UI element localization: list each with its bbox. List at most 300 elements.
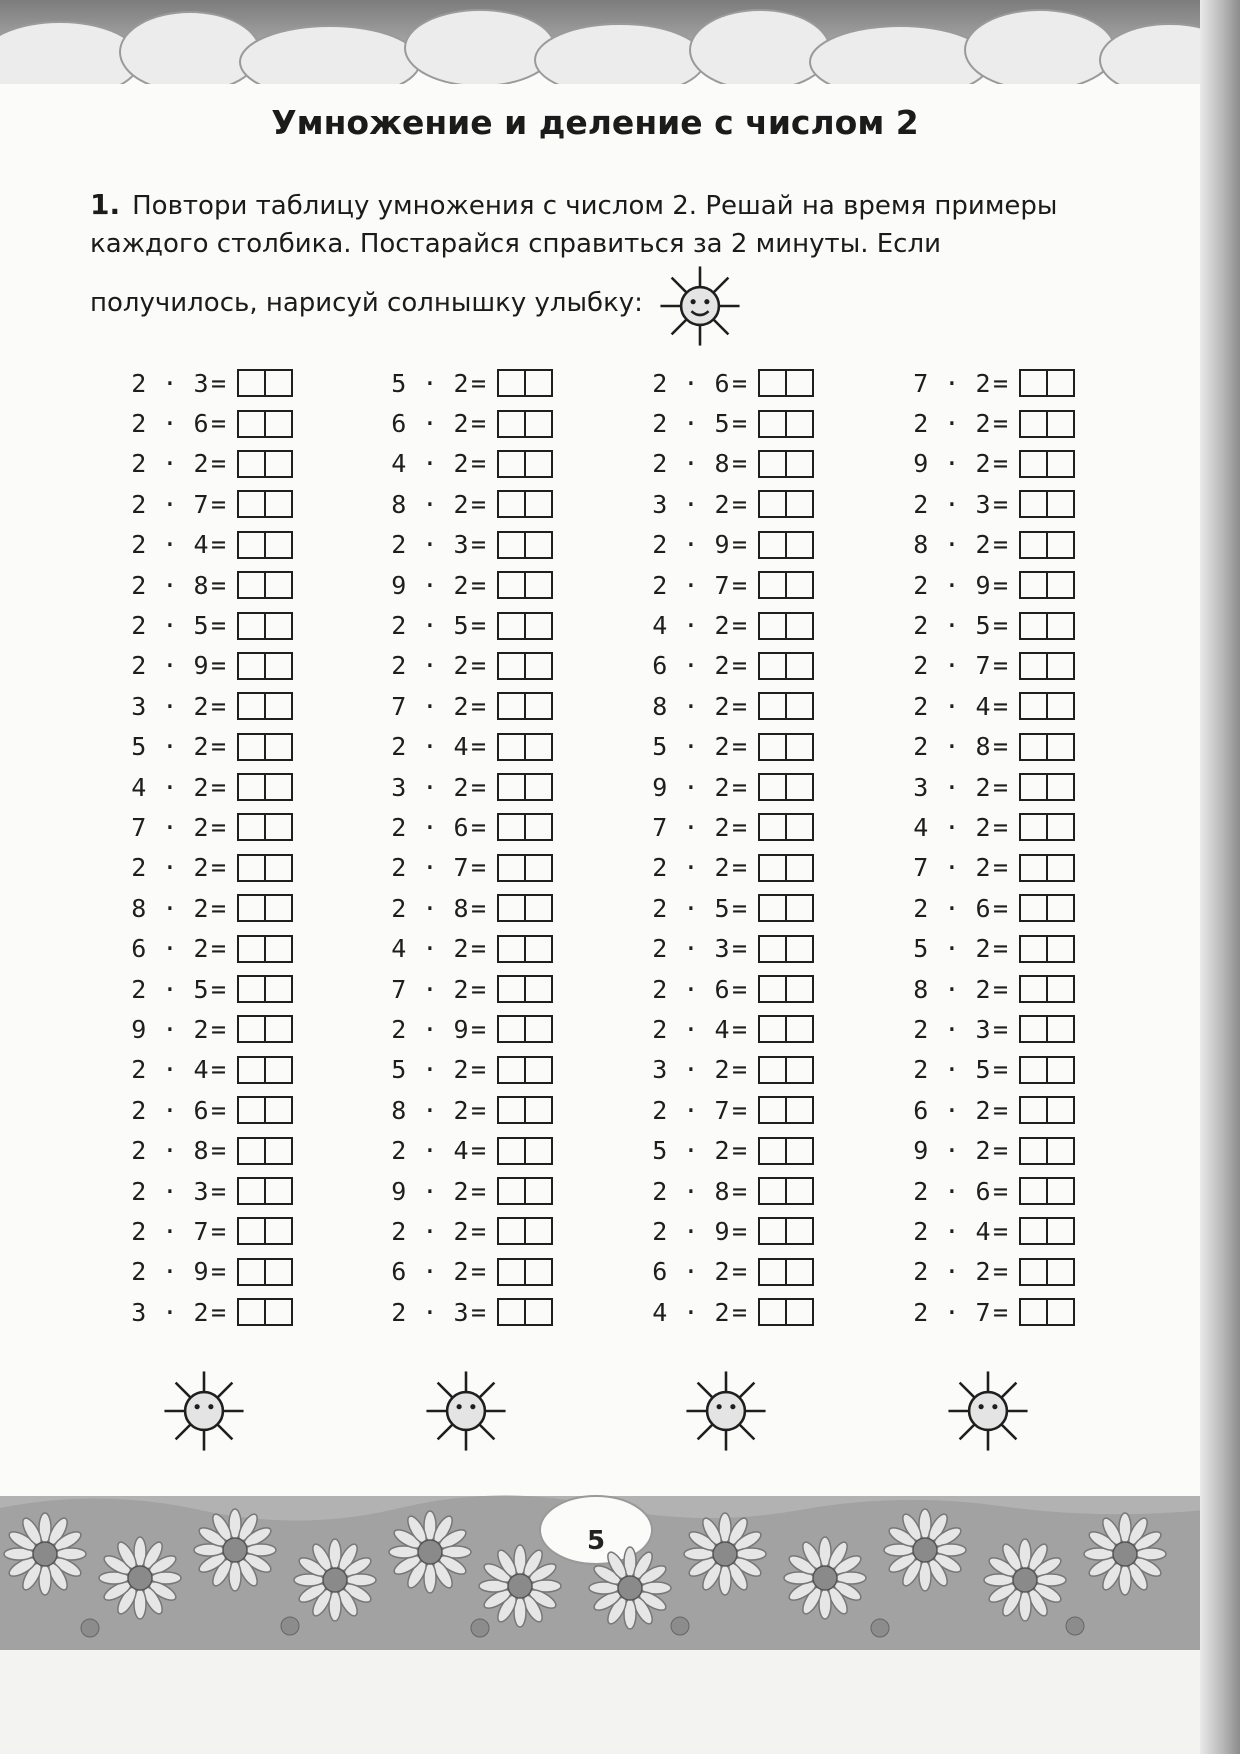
- answer-box[interactable]: [497, 733, 553, 761]
- answer-digit-cell[interactable]: [499, 856, 524, 880]
- answer-box[interactable]: [237, 450, 293, 478]
- answer-digit-cell[interactable]: [264, 1058, 291, 1082]
- answer-digit-cell[interactable]: [264, 1219, 291, 1243]
- answer-digit-cell[interactable]: [760, 1219, 785, 1243]
- answer-box[interactable]: [758, 733, 814, 761]
- answer-digit-cell[interactable]: [1046, 694, 1073, 718]
- answer-digit-cell[interactable]: [760, 1260, 785, 1284]
- answer-digit-cell[interactable]: [785, 1017, 812, 1041]
- answer-digit-cell[interactable]: [760, 977, 785, 1001]
- answer-digit-cell[interactable]: [1046, 492, 1073, 516]
- answer-digit-cell[interactable]: [239, 1017, 264, 1041]
- answer-box[interactable]: [237, 692, 293, 720]
- answer-box[interactable]: [758, 854, 814, 882]
- answer-digit-cell[interactable]: [524, 573, 551, 597]
- answer-box[interactable]: [1019, 1096, 1075, 1124]
- answer-box[interactable]: [1019, 652, 1075, 680]
- answer-box[interactable]: [1019, 1177, 1075, 1205]
- answer-digit-cell[interactable]: [499, 1300, 524, 1324]
- answer-box[interactable]: [497, 1096, 553, 1124]
- answer-digit-cell[interactable]: [760, 371, 785, 395]
- answer-digit-cell[interactable]: [1046, 1017, 1073, 1041]
- sun-face-icon[interactable]: [423, 1368, 509, 1454]
- answer-digit-cell[interactable]: [264, 977, 291, 1001]
- answer-digit-cell[interactable]: [1021, 412, 1046, 436]
- answer-digit-cell[interactable]: [524, 452, 551, 476]
- answer-digit-cell[interactable]: [760, 1300, 785, 1324]
- answer-box[interactable]: [497, 410, 553, 438]
- answer-box[interactable]: [758, 450, 814, 478]
- answer-digit-cell[interactable]: [524, 1098, 551, 1122]
- sun-face-icon[interactable]: [683, 1368, 769, 1454]
- answer-box[interactable]: [1019, 410, 1075, 438]
- answer-digit-cell[interactable]: [785, 1260, 812, 1284]
- answer-digit-cell[interactable]: [1046, 573, 1073, 597]
- answer-digit-cell[interactable]: [239, 937, 264, 961]
- answer-box[interactable]: [237, 1177, 293, 1205]
- answer-box[interactable]: [497, 1217, 553, 1245]
- problem-row: [375, 1211, 555, 1251]
- answer-digit-cell[interactable]: [785, 977, 812, 1001]
- answer-box[interactable]: [758, 369, 814, 397]
- answer-digit-cell[interactable]: [1046, 937, 1073, 961]
- answer-digit-cell[interactable]: [1021, 371, 1046, 395]
- problem-expression: 4 · 2: [652, 611, 730, 641]
- answer-box[interactable]: [237, 975, 293, 1003]
- answer-digit-cell[interactable]: [524, 654, 551, 678]
- answer-digit-cell[interactable]: [1021, 896, 1046, 920]
- answer-digit-cell[interactable]: [524, 492, 551, 516]
- answer-digit-cell[interactable]: [1046, 977, 1073, 1001]
- answer-digit-cell[interactable]: [524, 775, 551, 799]
- answer-digit-cell[interactable]: [1046, 856, 1073, 880]
- answer-box[interactable]: [758, 1096, 814, 1124]
- answer-digit-cell[interactable]: [264, 694, 291, 718]
- answer-digit-cell[interactable]: [264, 452, 291, 476]
- answer-digit-cell[interactable]: [264, 896, 291, 920]
- answer-digit-cell[interactable]: [785, 815, 812, 839]
- answer-digit-cell[interactable]: [760, 775, 785, 799]
- answer-digit-cell[interactable]: [760, 896, 785, 920]
- answer-digit-cell[interactable]: [524, 533, 551, 557]
- answer-digit-cell[interactable]: [239, 694, 264, 718]
- answer-digit-cell[interactable]: [1021, 452, 1046, 476]
- answer-digit-cell[interactable]: [524, 896, 551, 920]
- answer-digit-cell[interactable]: [264, 533, 291, 557]
- answer-box[interactable]: [237, 652, 293, 680]
- answer-box[interactable]: [1019, 1217, 1075, 1245]
- answer-digit-cell[interactable]: [264, 614, 291, 638]
- answer-box[interactable]: [1019, 531, 1075, 559]
- answer-box[interactable]: [1019, 1258, 1075, 1286]
- answer-digit-cell[interactable]: [524, 1017, 551, 1041]
- answer-digit-cell[interactable]: [264, 937, 291, 961]
- answer-digit-cell[interactable]: [239, 1219, 264, 1243]
- answer-digit-cell[interactable]: [1021, 1017, 1046, 1041]
- answer-digit-cell[interactable]: [239, 654, 264, 678]
- answer-digit-cell[interactable]: [785, 533, 812, 557]
- answer-digit-cell[interactable]: [1046, 735, 1073, 759]
- answer-digit-cell[interactable]: [1046, 815, 1073, 839]
- answer-box[interactable]: [497, 1015, 553, 1043]
- equals-sign: =: [732, 691, 748, 721]
- answer-box[interactable]: [1019, 571, 1075, 599]
- answer-digit-cell[interactable]: [1021, 856, 1046, 880]
- answer-digit-cell[interactable]: [785, 573, 812, 597]
- answer-digit-cell[interactable]: [239, 735, 264, 759]
- answer-box[interactable]: [1019, 854, 1075, 882]
- answer-digit-cell[interactable]: [760, 1058, 785, 1082]
- answer-digit-cell[interactable]: [239, 1139, 264, 1163]
- answer-digit-cell[interactable]: [785, 1098, 812, 1122]
- answer-digit-cell[interactable]: [760, 412, 785, 436]
- answer-digit-cell[interactable]: [760, 937, 785, 961]
- answer-digit-cell[interactable]: [239, 412, 264, 436]
- answer-digit-cell[interactable]: [264, 1139, 291, 1163]
- answer-digit-cell[interactable]: [239, 1260, 264, 1284]
- answer-box[interactable]: [1019, 1298, 1075, 1326]
- answer-digit-cell[interactable]: [785, 1219, 812, 1243]
- answer-digit-cell[interactable]: [1046, 1058, 1073, 1082]
- answer-digit-cell[interactable]: [524, 614, 551, 638]
- answer-digit-cell[interactable]: [1046, 412, 1073, 436]
- answer-box[interactable]: [237, 1298, 293, 1326]
- answer-digit-cell[interactable]: [1046, 533, 1073, 557]
- answer-digit-cell[interactable]: [499, 775, 524, 799]
- answer-digit-cell[interactable]: [264, 371, 291, 395]
- answer-digit-cell[interactable]: [264, 1260, 291, 1284]
- answer-digit-cell[interactable]: [1046, 614, 1073, 638]
- answer-box[interactable]: [758, 894, 814, 922]
- answer-box[interactable]: [497, 612, 553, 640]
- answer-digit-cell[interactable]: [499, 977, 524, 1001]
- answer-digit-cell[interactable]: [239, 573, 264, 597]
- sun-face-icon[interactable]: [161, 1368, 247, 1454]
- problem-expression: 2 · 3: [391, 530, 469, 560]
- answer-digit-cell[interactable]: [1046, 896, 1073, 920]
- answer-digit-cell[interactable]: [1021, 1179, 1046, 1203]
- answer-box[interactable]: [497, 652, 553, 680]
- answer-digit-cell[interactable]: [785, 1139, 812, 1163]
- answer-digit-cell[interactable]: [239, 977, 264, 1001]
- answer-box[interactable]: [1019, 369, 1075, 397]
- answer-box[interactable]: [758, 1258, 814, 1286]
- answer-digit-cell[interactable]: [499, 1098, 524, 1122]
- answer-digit-cell[interactable]: [499, 573, 524, 597]
- answer-box[interactable]: [237, 1258, 293, 1286]
- answer-digit-cell[interactable]: [785, 492, 812, 516]
- answer-digit-cell[interactable]: [499, 896, 524, 920]
- answer-box[interactable]: [237, 369, 293, 397]
- answer-digit-cell[interactable]: [264, 492, 291, 516]
- answer-box[interactable]: [497, 369, 553, 397]
- answer-digit-cell[interactable]: [1046, 1219, 1073, 1243]
- answer-box[interactable]: [497, 1177, 553, 1205]
- answer-digit-cell[interactable]: [239, 1098, 264, 1122]
- answer-digit-cell[interactable]: [1021, 573, 1046, 597]
- answer-digit-cell[interactable]: [524, 1179, 551, 1203]
- answer-box[interactable]: [237, 490, 293, 518]
- answer-digit-cell[interactable]: [499, 533, 524, 557]
- answer-box[interactable]: [497, 1056, 553, 1084]
- answer-digit-cell[interactable]: [239, 856, 264, 880]
- answer-digit-cell[interactable]: [239, 1300, 264, 1324]
- answer-digit-cell[interactable]: [1021, 492, 1046, 516]
- answer-digit-cell[interactable]: [785, 654, 812, 678]
- answer-digit-cell[interactable]: [1021, 977, 1046, 1001]
- answer-digit-cell[interactable]: [1046, 654, 1073, 678]
- answer-digit-cell[interactable]: [264, 735, 291, 759]
- answer-box[interactable]: [497, 773, 553, 801]
- answer-digit-cell[interactable]: [264, 412, 291, 436]
- answer-digit-cell[interactable]: [785, 1179, 812, 1203]
- answer-digit-cell[interactable]: [524, 1260, 551, 1284]
- answer-box[interactable]: [237, 571, 293, 599]
- answer-box[interactable]: [758, 813, 814, 841]
- answer-digit-cell[interactable]: [499, 1179, 524, 1203]
- answer-digit-cell[interactable]: [760, 815, 785, 839]
- answer-box[interactable]: [1019, 612, 1075, 640]
- answer-digit-cell[interactable]: [785, 614, 812, 638]
- answer-digit-cell[interactable]: [1021, 815, 1046, 839]
- answer-box[interactable]: [758, 692, 814, 720]
- answer-digit-cell[interactable]: [1046, 1260, 1073, 1284]
- answer-box[interactable]: [237, 1056, 293, 1084]
- answer-box[interactable]: [497, 531, 553, 559]
- answer-box[interactable]: [758, 935, 814, 963]
- answer-box[interactable]: [1019, 1137, 1075, 1165]
- answer-box[interactable]: [758, 1177, 814, 1205]
- answer-digit-cell[interactable]: [499, 614, 524, 638]
- answer-digit-cell[interactable]: [760, 694, 785, 718]
- answer-digit-cell[interactable]: [264, 1179, 291, 1203]
- answer-digit-cell[interactable]: [499, 937, 524, 961]
- answer-digit-cell[interactable]: [524, 1139, 551, 1163]
- answer-digit-cell[interactable]: [264, 856, 291, 880]
- answer-digit-cell[interactable]: [1046, 775, 1073, 799]
- answer-digit-cell[interactable]: [239, 614, 264, 638]
- answer-digit-cell[interactable]: [524, 371, 551, 395]
- answer-digit-cell[interactable]: [1021, 1219, 1046, 1243]
- answer-digit-cell[interactable]: [524, 856, 551, 880]
- answer-digit-cell[interactable]: [1021, 735, 1046, 759]
- answer-box[interactable]: [758, 410, 814, 438]
- answer-digit-cell[interactable]: [499, 1219, 524, 1243]
- answer-box[interactable]: [758, 1015, 814, 1043]
- answer-box[interactable]: [237, 612, 293, 640]
- answer-digit-cell[interactable]: [785, 371, 812, 395]
- answer-digit-cell[interactable]: [524, 815, 551, 839]
- answer-box[interactable]: [1019, 733, 1075, 761]
- answer-box[interactable]: [1019, 1056, 1075, 1084]
- answer-box[interactable]: [758, 652, 814, 680]
- answer-box[interactable]: [237, 531, 293, 559]
- answer-digit-cell[interactable]: [1021, 1058, 1046, 1082]
- answer-box[interactable]: [237, 1217, 293, 1245]
- answer-digit-cell[interactable]: [760, 492, 785, 516]
- equals-sign: =: [993, 1176, 1009, 1206]
- answer-digit-cell[interactable]: [1021, 775, 1046, 799]
- answer-box[interactable]: [497, 935, 553, 963]
- answer-box[interactable]: [758, 975, 814, 1003]
- answer-box[interactable]: [758, 1137, 814, 1165]
- answer-digit-cell[interactable]: [499, 1058, 524, 1082]
- answer-box[interactable]: [758, 531, 814, 559]
- answer-digit-cell[interactable]: [1046, 371, 1073, 395]
- answer-digit-cell[interactable]: [239, 896, 264, 920]
- answer-digit-cell[interactable]: [1021, 694, 1046, 718]
- answer-digit-cell[interactable]: [1021, 1098, 1046, 1122]
- answer-digit-cell[interactable]: [499, 654, 524, 678]
- answer-box[interactable]: [1019, 450, 1075, 478]
- answer-box[interactable]: [237, 410, 293, 438]
- answer-digit-cell[interactable]: [760, 614, 785, 638]
- answer-digit-cell[interactable]: [785, 937, 812, 961]
- answer-digit-cell[interactable]: [760, 1179, 785, 1203]
- answer-digit-cell[interactable]: [524, 412, 551, 436]
- answer-digit-cell[interactable]: [785, 735, 812, 759]
- answer-digit-cell[interactable]: [239, 1058, 264, 1082]
- answer-digit-cell[interactable]: [1021, 1300, 1046, 1324]
- answer-digit-cell[interactable]: [264, 1098, 291, 1122]
- answer-digit-cell[interactable]: [524, 1219, 551, 1243]
- answer-digit-cell[interactable]: [499, 1139, 524, 1163]
- answer-box[interactable]: [758, 1217, 814, 1245]
- answer-digit-cell[interactable]: [1021, 1139, 1046, 1163]
- answer-box[interactable]: [758, 773, 814, 801]
- answer-box[interactable]: [497, 692, 553, 720]
- answer-digit-cell[interactable]: [1046, 1300, 1073, 1324]
- answer-digit-cell[interactable]: [524, 1300, 551, 1324]
- answer-digit-cell[interactable]: [499, 452, 524, 476]
- answer-digit-cell[interactable]: [1046, 1098, 1073, 1122]
- answer-box[interactable]: [497, 1258, 553, 1286]
- answer-digit-cell[interactable]: [785, 1300, 812, 1324]
- answer-digit-cell[interactable]: [499, 412, 524, 436]
- answer-digit-cell[interactable]: [760, 654, 785, 678]
- answer-digit-cell[interactable]: [499, 1260, 524, 1284]
- answer-digit-cell[interactable]: [239, 775, 264, 799]
- answer-box[interactable]: [1019, 894, 1075, 922]
- answer-box[interactable]: [1019, 813, 1075, 841]
- answer-box[interactable]: [237, 1137, 293, 1165]
- answer-digit-cell[interactable]: [524, 735, 551, 759]
- answer-digit-cell[interactable]: [239, 492, 264, 516]
- answer-box[interactable]: [237, 773, 293, 801]
- answer-box[interactable]: [758, 1056, 814, 1084]
- answer-box[interactable]: [758, 490, 814, 518]
- answer-box[interactable]: [237, 733, 293, 761]
- answer-digit-cell[interactable]: [499, 735, 524, 759]
- answer-digit-cell[interactable]: [760, 735, 785, 759]
- answer-box[interactable]: [758, 612, 814, 640]
- answer-digit-cell[interactable]: [499, 815, 524, 839]
- answer-box[interactable]: [1019, 692, 1075, 720]
- answer-digit-cell[interactable]: [499, 371, 524, 395]
- answer-digit-cell[interactable]: [264, 573, 291, 597]
- answer-digit-cell[interactable]: [785, 896, 812, 920]
- answer-digit-cell[interactable]: [785, 412, 812, 436]
- answer-box[interactable]: [497, 975, 553, 1003]
- answer-digit-cell[interactable]: [524, 977, 551, 1001]
- answer-box[interactable]: [497, 490, 553, 518]
- answer-box[interactable]: [237, 935, 293, 963]
- answer-box[interactable]: [237, 1015, 293, 1043]
- answer-digit-cell[interactable]: [524, 937, 551, 961]
- answer-digit-cell[interactable]: [239, 371, 264, 395]
- answer-digit-cell[interactable]: [1046, 1179, 1073, 1203]
- answer-box[interactable]: [497, 1298, 553, 1326]
- answer-digit-cell[interactable]: [239, 452, 264, 476]
- answer-digit-cell[interactable]: [785, 856, 812, 880]
- answer-digit-cell[interactable]: [1021, 614, 1046, 638]
- answer-digit-cell[interactable]: [239, 533, 264, 557]
- answer-digit-cell[interactable]: [785, 694, 812, 718]
- equals-sign: =: [211, 691, 227, 721]
- answer-digit-cell[interactable]: [264, 1017, 291, 1041]
- answer-digit-cell[interactable]: [524, 694, 551, 718]
- answer-box[interactable]: [1019, 490, 1075, 518]
- answer-digit-cell[interactable]: [760, 1098, 785, 1122]
- problem-expression: 6 · 2: [391, 409, 469, 439]
- answer-digit-cell[interactable]: [760, 1017, 785, 1041]
- answer-box[interactable]: [758, 571, 814, 599]
- answer-box[interactable]: [237, 813, 293, 841]
- answer-digit-cell[interactable]: [1021, 533, 1046, 557]
- answer-box[interactable]: [1019, 1015, 1075, 1043]
- answer-digit-cell[interactable]: [785, 1058, 812, 1082]
- answer-box[interactable]: [497, 854, 553, 882]
- answer-digit-cell[interactable]: [499, 694, 524, 718]
- answer-box[interactable]: [497, 1137, 553, 1165]
- answer-box[interactable]: [237, 894, 293, 922]
- answer-digit-cell[interactable]: [1046, 452, 1073, 476]
- answer-digit-cell[interactable]: [785, 452, 812, 476]
- answer-digit-cell[interactable]: [239, 815, 264, 839]
- answer-box[interactable]: [758, 1298, 814, 1326]
- answer-box[interactable]: [237, 854, 293, 882]
- answer-digit-cell[interactable]: [760, 856, 785, 880]
- answer-digit-cell[interactable]: [1021, 654, 1046, 678]
- answer-digit-cell[interactable]: [760, 573, 785, 597]
- answer-digit-cell[interactable]: [264, 775, 291, 799]
- answer-digit-cell[interactable]: [760, 1139, 785, 1163]
- answer-box[interactable]: [1019, 773, 1075, 801]
- answer-digit-cell[interactable]: [264, 815, 291, 839]
- answer-digit-cell[interactable]: [264, 654, 291, 678]
- answer-digit-cell[interactable]: [760, 533, 785, 557]
- answer-digit-cell[interactable]: [499, 1017, 524, 1041]
- answer-box[interactable]: [497, 571, 553, 599]
- answer-box[interactable]: [497, 450, 553, 478]
- answer-box[interactable]: [237, 1096, 293, 1124]
- answer-digit-cell[interactable]: [264, 1300, 291, 1324]
- answer-digit-cell[interactable]: [1046, 1139, 1073, 1163]
- answer-box[interactable]: [497, 894, 553, 922]
- answer-box[interactable]: [1019, 935, 1075, 963]
- answer-box[interactable]: [497, 813, 553, 841]
- problem-row: [115, 1090, 295, 1130]
- answer-digit-cell[interactable]: [785, 775, 812, 799]
- answer-digit-cell[interactable]: [524, 1058, 551, 1082]
- answer-box[interactable]: [1019, 975, 1075, 1003]
- answer-digit-cell[interactable]: [499, 492, 524, 516]
- answer-digit-cell[interactable]: [1021, 937, 1046, 961]
- answer-digit-cell[interactable]: [239, 1179, 264, 1203]
- sun-face-icon[interactable]: [945, 1368, 1031, 1454]
- answer-digit-cell[interactable]: [760, 452, 785, 476]
- answer-digit-cell[interactable]: [1021, 1260, 1046, 1284]
